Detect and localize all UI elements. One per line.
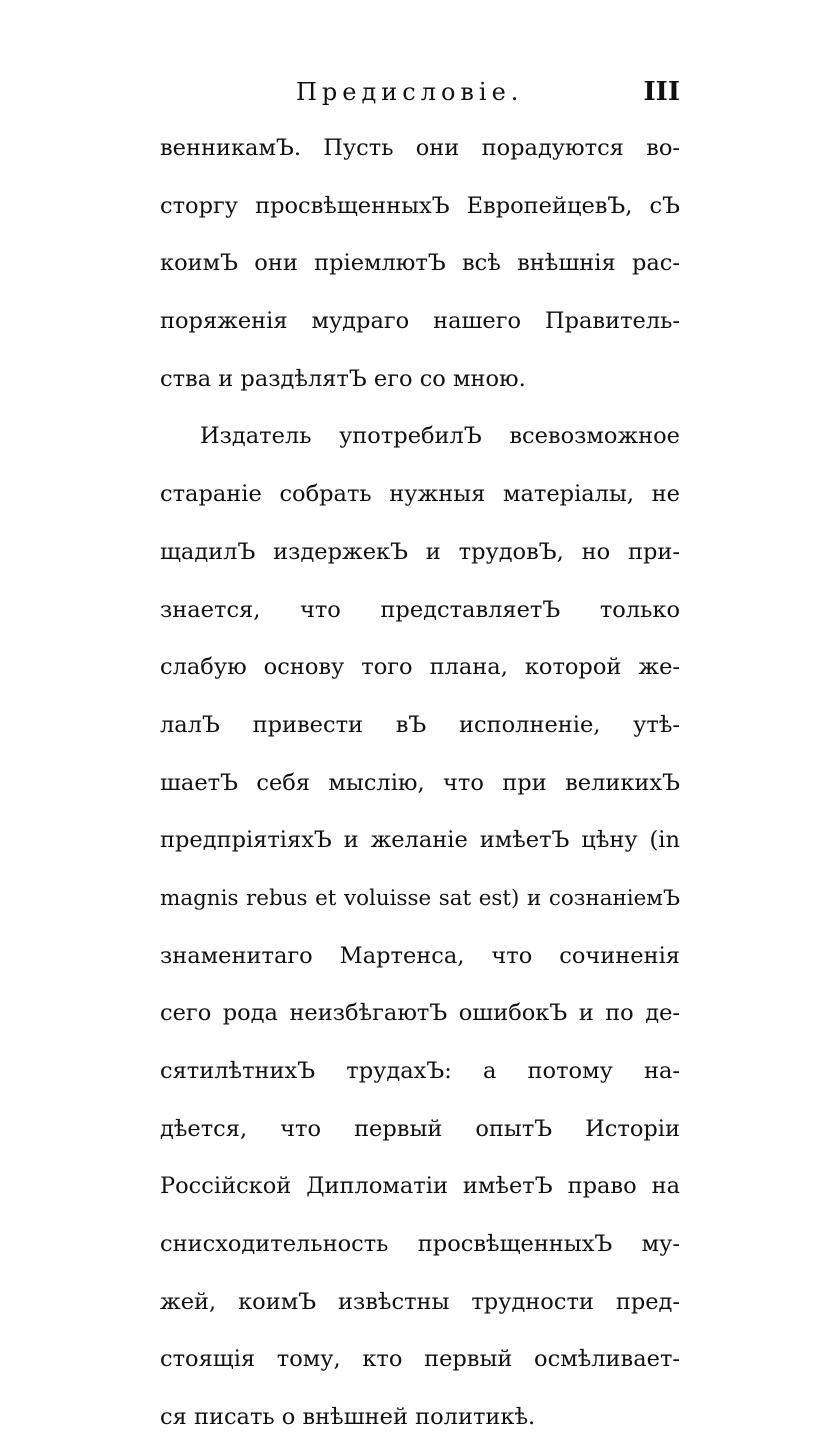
text-line: ства и раздѣлятЪ его со мною. [160, 365, 526, 392]
text-line: magnis rebus et voluisse sat est) и сознаніемЪ [160, 885, 680, 911]
text-line: сторгу просвѣщенныхЪ ЕвропейцевЪ, сЪ [160, 192, 680, 219]
running-head: Предисловіе. [296, 78, 524, 106]
text-line: слабую основу того плана, которой же- [160, 654, 680, 681]
text-line: лалЪ привести вЪ исполненіе, утѣ- [160, 711, 680, 738]
text-line: Россійской Дипломатіи имѣетЪ право на [160, 1173, 680, 1200]
text-line: снисходительность просвѣщенныхЪ му- [160, 1231, 680, 1258]
text-line: знаменитаго Мартенса, что сочиненія [160, 942, 680, 969]
text-line: предпріятіяхЪ и желаніе имѣетЪ цѣну (in [160, 827, 680, 854]
text-line: венникамЪ. Пусть они порадуются во- [160, 135, 680, 161]
text-line: сятилѣтнихЪ трудахЪ: а потому на- [160, 1058, 680, 1084]
text-line: шаетЪ себя мыслію, что при великихЪ [160, 769, 680, 796]
text-line: сего рода неизбѣгаютЪ ошибокЪ и по де- [160, 1000, 680, 1027]
body-text [160, 120, 680, 1447]
text-line: поряженія мудраго нашего Правитель- [160, 308, 680, 335]
text-line: ся писать о внѣшней политикѣ. [160, 1404, 536, 1431]
text-line: коимЪ они пріемлютЪ всѣ внѣшнія рас- [160, 250, 680, 277]
page-header [160, 72, 680, 112]
paragraph-first-line: Издатель употребилЪ всевозможное [200, 423, 680, 450]
text-line: стараніе собрать нужныя матеріалы, не [160, 481, 680, 508]
text-line: жей, коимЪ извѣстны трудности пред- [160, 1288, 680, 1315]
text-line: стоящія тому, кто первый осмѣливает- [160, 1346, 680, 1373]
text-line: щадилЪ издержекЪ и трудовЪ, но при- [160, 538, 680, 565]
text-line: дѣется, что первый опытЪ Исторіи [160, 1115, 680, 1142]
page-number: III [643, 77, 680, 107]
text-line: знается, что представляетЪ только [160, 596, 680, 623]
